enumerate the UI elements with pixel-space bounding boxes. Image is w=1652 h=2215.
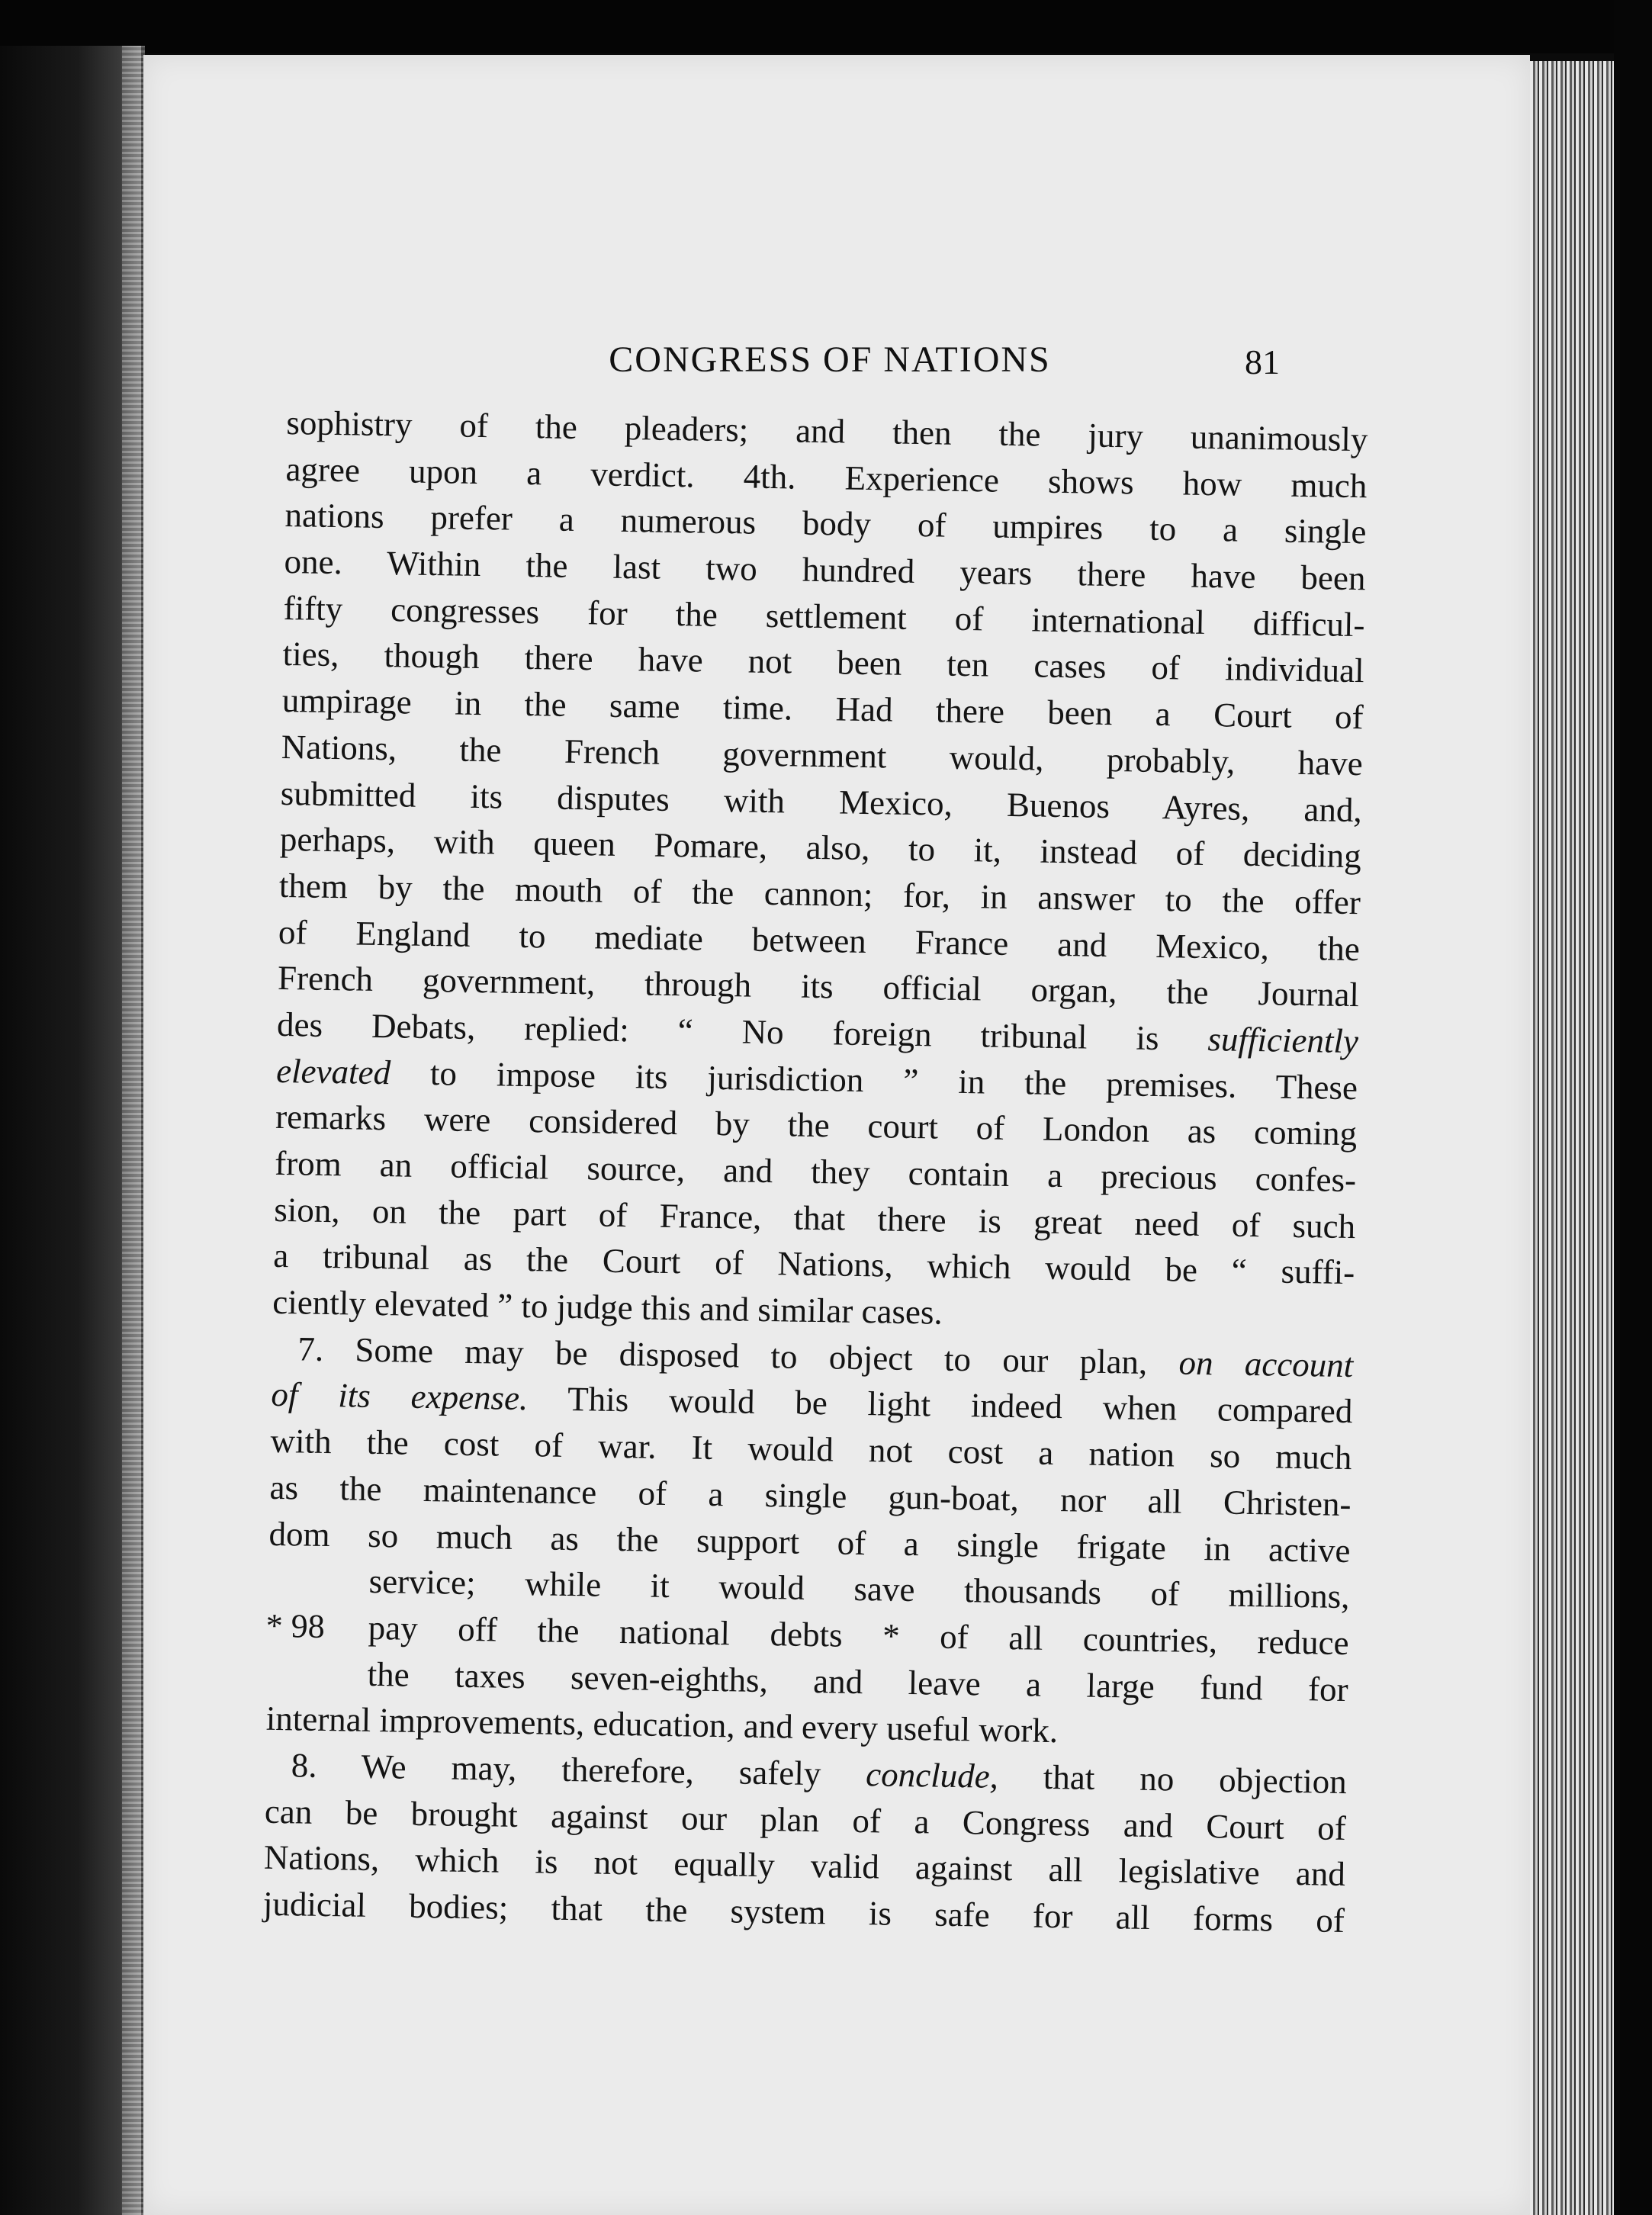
text-line: submitted its disputes with Mexico, Buenos Ayres, and, [280,773,1363,829]
text-line: of England to mediate between France and Mexico, the [278,912,1361,968]
italic-text: conclude, [865,1755,999,1795]
book-page [143,55,1530,2215]
running-head-title: CONGRESS OF NATIONS [609,339,1051,380]
text-segment: that no objection [998,1757,1348,1801]
text-line: fifty congresses for the settlement of international difficul- [283,588,1365,644]
text-line: the taxes seven-eighths, and leave a large fund for [367,1654,1349,1709]
margin-note: * 98 [265,1606,326,1645]
text-line: French government, through its official organ, the Journal [277,959,1360,1014]
text-segment: 8. We may, therefore, safely [291,1746,866,1794]
text-line: nations prefer a numerous body of umpires to a single [284,496,1367,551]
text-line: dom so much as the support of a single frigate in active [268,1514,1351,1570]
scan-top-border [0,0,1652,53]
text-line: one. Within the last two hundred years there have been [284,542,1366,598]
text-line: ciently elevated ” to judge this and similar cases. [272,1282,943,1332]
text-line: Nations, the French government would, probably, have [281,727,1364,783]
right-page-stack [1530,61,1614,2215]
text-line: them by the mouth of the cannon; for, in answer to the offer [278,866,1361,922]
text-line: perhaps, with queen Pomare, also, to it, instead of deciding [279,820,1362,876]
body-text [263,400,1368,1944]
italic-text: sufficiently [1207,1020,1359,1061]
text-line: with the cost of war. It would not cost a nation so much [270,1421,1352,1477]
text-segment: pay off the national debts * of all countries, reduce [368,1608,1349,1662]
italic-text: on account [1178,1343,1354,1384]
text-line: service; while it would save thousands of millions, [368,1562,1350,1616]
left-page-stack-lines [122,46,145,2215]
text-line: Nations, which is not equally valid against all legislative and [263,1838,1346,1894]
page-number: 81 [1245,342,1280,381]
text-line: judicial bodies; that the system is safe for all forms of [262,1884,1345,1940]
text-segment: This would be light indeed when compared [527,1379,1353,1431]
left-page-edge [0,46,141,2215]
text-line: internal improvements, education, and every useful work. [265,1699,1059,1750]
text-segment: des Debats, replied: “ No foreign tribunal is [276,1005,1208,1059]
text-line: agree upon a verdict. 4th. Experience shows how much [285,449,1368,505]
text-segment: 7. Some may be disposed to object to our plan, [297,1329,1179,1382]
italic-text: elevated [275,1051,391,1091]
text-line: remarks were considered by the court of London as coming [275,1098,1358,1153]
italic-text: of its expense. [271,1375,529,1418]
text-line: sophistry of the pleaders; and then the jury unanimously [286,403,1368,459]
right-scan-border [1614,0,1652,2215]
text-line: as the maintenance of a single gun-boat, nor all Christen- [269,1468,1351,1523]
text-segment: to impose its jurisdiction ” in the premises. These [390,1053,1358,1107]
text-line: sion, on the part of France, that there is great need of such [273,1190,1356,1246]
text-line: can be brought against our plan of a Congress and Court of [264,1792,1347,1847]
running-head [143,339,1530,392]
text-line: from an official source, and they contain a precious confes- [274,1143,1357,1200]
text-line: umpirage in the same time. Had there been a Court of [281,681,1364,737]
text-line: a tribunal as the Court of Nations, which would be “ suffi- [272,1236,1355,1292]
text-line: ties, though there have not been ten cases of individual [282,635,1364,690]
